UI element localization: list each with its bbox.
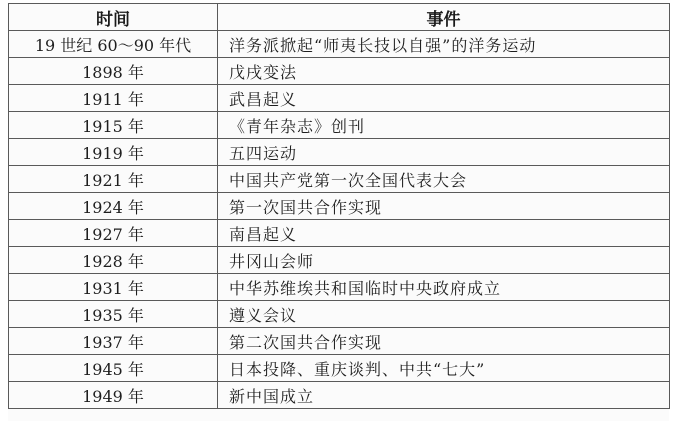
event-cell: 五四运动 — [218, 139, 670, 166]
time-cell: 1931 年 — [9, 274, 218, 301]
document-sheet — [8, 3, 669, 421]
event-cell: 中华苏维埃共和国临时中央政府成立 — [218, 274, 670, 301]
table-row — [9, 166, 670, 193]
history-timeline-table — [8, 3, 670, 409]
time-cell: 1919 年 — [9, 139, 218, 166]
event-cell: 日本投降、重庆谈判、中共“七大” — [218, 355, 670, 382]
table-row — [9, 274, 670, 301]
table-row — [9, 355, 670, 382]
event-cell: 井冈山会师 — [218, 247, 670, 274]
event-cell: 第二次国共合作实现 — [218, 328, 670, 355]
time-cell: 1898 年 — [9, 58, 218, 85]
table-row — [9, 328, 670, 355]
column-header-event: 事件 — [218, 4, 670, 31]
time-cell: 1949 年 — [9, 382, 218, 409]
time-cell: 1937 年 — [9, 328, 218, 355]
table-row — [9, 247, 670, 274]
event-cell: 新中国成立 — [218, 382, 670, 409]
event-cell: 第一次国共合作实现 — [218, 193, 670, 220]
time-cell: 19 世纪 60～90 年代 — [9, 31, 218, 58]
table-row — [9, 58, 670, 85]
event-cell: 《青年杂志》创刊 — [218, 112, 670, 139]
time-cell: 1911 年 — [9, 85, 218, 112]
column-header-time: 时间 — [9, 4, 218, 31]
event-cell: 武昌起义 — [218, 85, 670, 112]
event-cell: 遵义会议 — [218, 301, 670, 328]
event-cell: 戊戌变法 — [218, 58, 670, 85]
table-row — [9, 301, 670, 328]
time-cell: 1945 年 — [9, 355, 218, 382]
event-cell: 南昌起义 — [218, 220, 670, 247]
table-row — [9, 139, 670, 166]
time-cell: 1928 年 — [9, 247, 218, 274]
time-cell: 1924 年 — [9, 193, 218, 220]
time-cell: 1927 年 — [9, 220, 218, 247]
table-row — [9, 193, 670, 220]
table-row — [9, 220, 670, 247]
event-cell: 洋务派掀起“师夷长技以自强”的洋务运动 — [218, 31, 670, 58]
time-cell: 1935 年 — [9, 301, 218, 328]
time-cell: 1915 年 — [9, 112, 218, 139]
table-header-row — [9, 4, 670, 31]
table-row — [9, 31, 670, 58]
table-row — [9, 382, 670, 409]
time-cell: 1921 年 — [9, 166, 218, 193]
table-row — [9, 112, 670, 139]
event-cell: 中国共产党第一次全国代表大会 — [218, 166, 670, 193]
table-row — [9, 85, 670, 112]
